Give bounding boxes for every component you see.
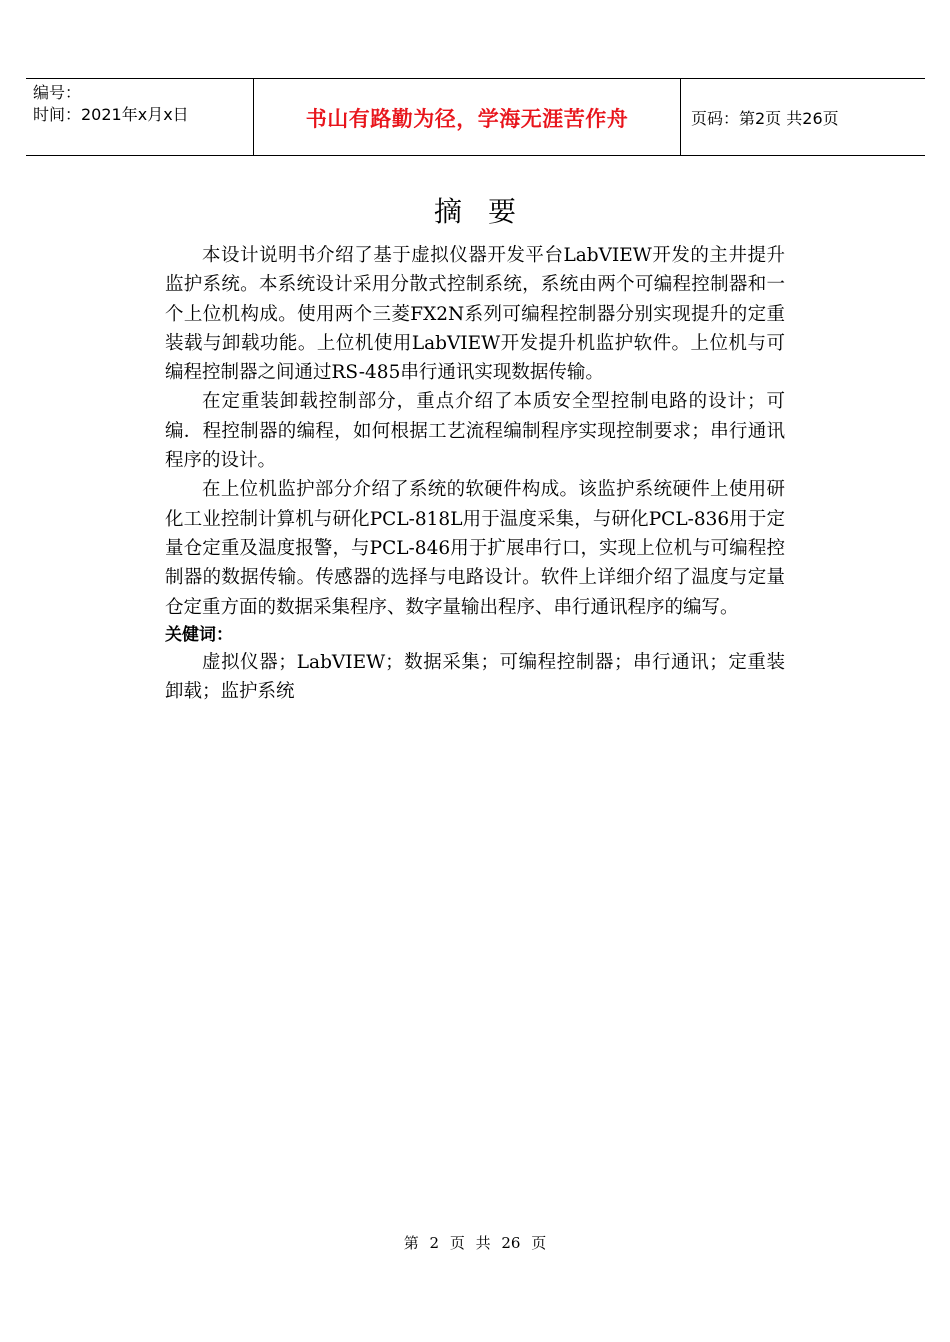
abstract-paragraph: 本设计说明书介绍了基于虚拟仪器开发平台LabVIEW开发的主井提升监护系统。本系统设计采用分散式控制系统，系统由两个可编程控制器和一个上位机构成。使用两个三菱FX2N系列可编程控制器分别实现提升的定重装载与卸载功能。上位机使用LabVIEW开发提升机监护软件。上位机与可编程控制器之间通过RS-485串行通讯实现数据传输。 bbox=[165, 245, 785, 384]
header-top-rule bbox=[26, 78, 925, 79]
header-page-info: 页码：第2页 共26页 bbox=[691, 109, 839, 128]
keywords-text: 虚拟仪器；LabVIEW；数据采集；可编程控制器；串行通讯；定重装卸载；监护系统 bbox=[165, 651, 785, 703]
document-time-label: 时间：2021年x月x日 bbox=[33, 105, 189, 124]
abstract-body bbox=[165, 241, 785, 706]
page-footer: 第 2 页 共 26 页 bbox=[403, 1234, 547, 1252]
header-left-cell bbox=[33, 82, 253, 126]
page-title: 摘要 bbox=[433, 195, 542, 228]
header-motto: 书山有路勤为径，学海无涯苦作舟 bbox=[305, 107, 629, 131]
abstract-paragraph: 在上位机监护部分介绍了系统的软硬件构成。该监护系统硬件上使用研化工业控制计算机与研化PCL-818L用于温度采集，与研化PCL-836用于定量仓定重及温度报警，与PCL-846用于扩展串行口，实现上位机与可编程控制器的数据传输。传感器的选择与电路设计。软件上详细介绍了温度与定量仓定重方面的数据采集程序、数字量输出程序、串行通讯程序的编写。 bbox=[165, 479, 785, 618]
abstract-paragraph: 在定重装卸载控制部分，重点介绍了本质安全型控制电路的设计；可编．程控制器的编程，如何根据工艺流程编制程序实现控制要求；串行通讯程序的设计。 bbox=[165, 391, 785, 472]
header-divider-right bbox=[680, 78, 681, 156]
keywords-label: 关健词： bbox=[165, 624, 233, 645]
document-number-label: 编号： bbox=[33, 83, 82, 102]
